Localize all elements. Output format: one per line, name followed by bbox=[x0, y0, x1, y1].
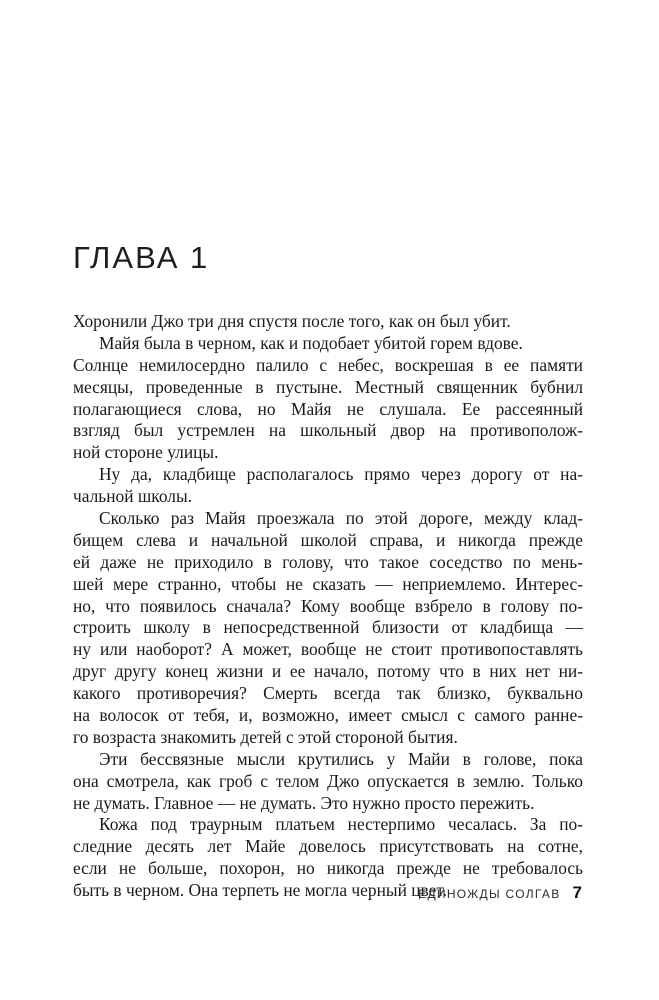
text-line: Ну да, кладбище располагалось прямо через дорогу от на- bbox=[99, 464, 583, 485]
text-line: Хоронили Джо три дня спустя после того, как он был убит. bbox=[73, 311, 511, 331]
text-line: чальной школы. bbox=[73, 486, 193, 507]
text-line: если не больше, похорон, но никогда прежде не требовалось bbox=[73, 858, 583, 879]
text-line: ну или наоборот? А может, вообще не стоит противопоставлять bbox=[73, 639, 583, 660]
text-line: не думать. Главное — не думать. Это нужно просто пережить. bbox=[73, 792, 535, 813]
text-line: быть в черном. Она терпеть не могла черный цвет. bbox=[73, 880, 447, 901]
text-line: Солнце немилосердно палило с небес, воскрешая в ее памяти bbox=[73, 354, 583, 375]
text-line: следние десять лет Майе довелось присутствовать на сотне, bbox=[73, 836, 583, 857]
text-line: месяцы, проведенные в пустыне. Местный священник бубнил bbox=[73, 376, 583, 397]
text-line: ной стороне улицы. bbox=[73, 442, 219, 463]
text-line: она смотрела, как гроб с телом Джо опускается в землю. Только bbox=[73, 770, 583, 791]
text-line: полагающиеся слова, но Майя не слушала. Ее рассеянный bbox=[73, 398, 583, 419]
text-line: но, что появилось сначала? Кому вообще взбрело в голову по- bbox=[73, 595, 583, 616]
text-line: какого противоречия? Смерть всегда так близко, буквально bbox=[73, 683, 583, 704]
running-title: ЕДИНОЖДЫ СОЛГАВ bbox=[418, 887, 561, 901]
text-line: взгляд был устремлен на школьный двор на противополож- bbox=[73, 420, 583, 441]
chapter-title: ГЛАВА 1 bbox=[73, 240, 210, 275]
text-line: на волосок от тебя, и, возможно, имеет смысл с самого ранне- bbox=[73, 705, 583, 726]
text-line: строить школу в непосредственной близости от кладбища — bbox=[73, 617, 583, 638]
page-footer bbox=[418, 883, 582, 907]
text-line: шей мере странно, чтобы не сказать — неприемлемо. Интерес- bbox=[73, 573, 583, 594]
text-line: го возраста знакомить детей с этой стороной бытия. bbox=[73, 726, 458, 747]
text-line: Эти бессвязные мысли крутились у Майи в голове, пока bbox=[99, 748, 583, 769]
text-line: Кожа под траурным платьем нестерпимо чесалась. За по- bbox=[99, 814, 583, 835]
page-number: 7 bbox=[572, 883, 582, 902]
body-text bbox=[73, 311, 583, 902]
text-line: друг другу конец жизни и ее начало, потому что в них нет ни- bbox=[73, 661, 583, 682]
text-line: бищем слева и начальной школой справа, и никогда прежде bbox=[73, 529, 583, 550]
text-line: ей даже не приходило в голову, что такое соседство по мень- bbox=[73, 551, 583, 572]
text-line: Майя была в черном, как и подобает убитой горем вдове. bbox=[99, 332, 523, 353]
text-line: Сколько раз Майя проезжала по этой дороге, между клад- bbox=[99, 508, 583, 529]
